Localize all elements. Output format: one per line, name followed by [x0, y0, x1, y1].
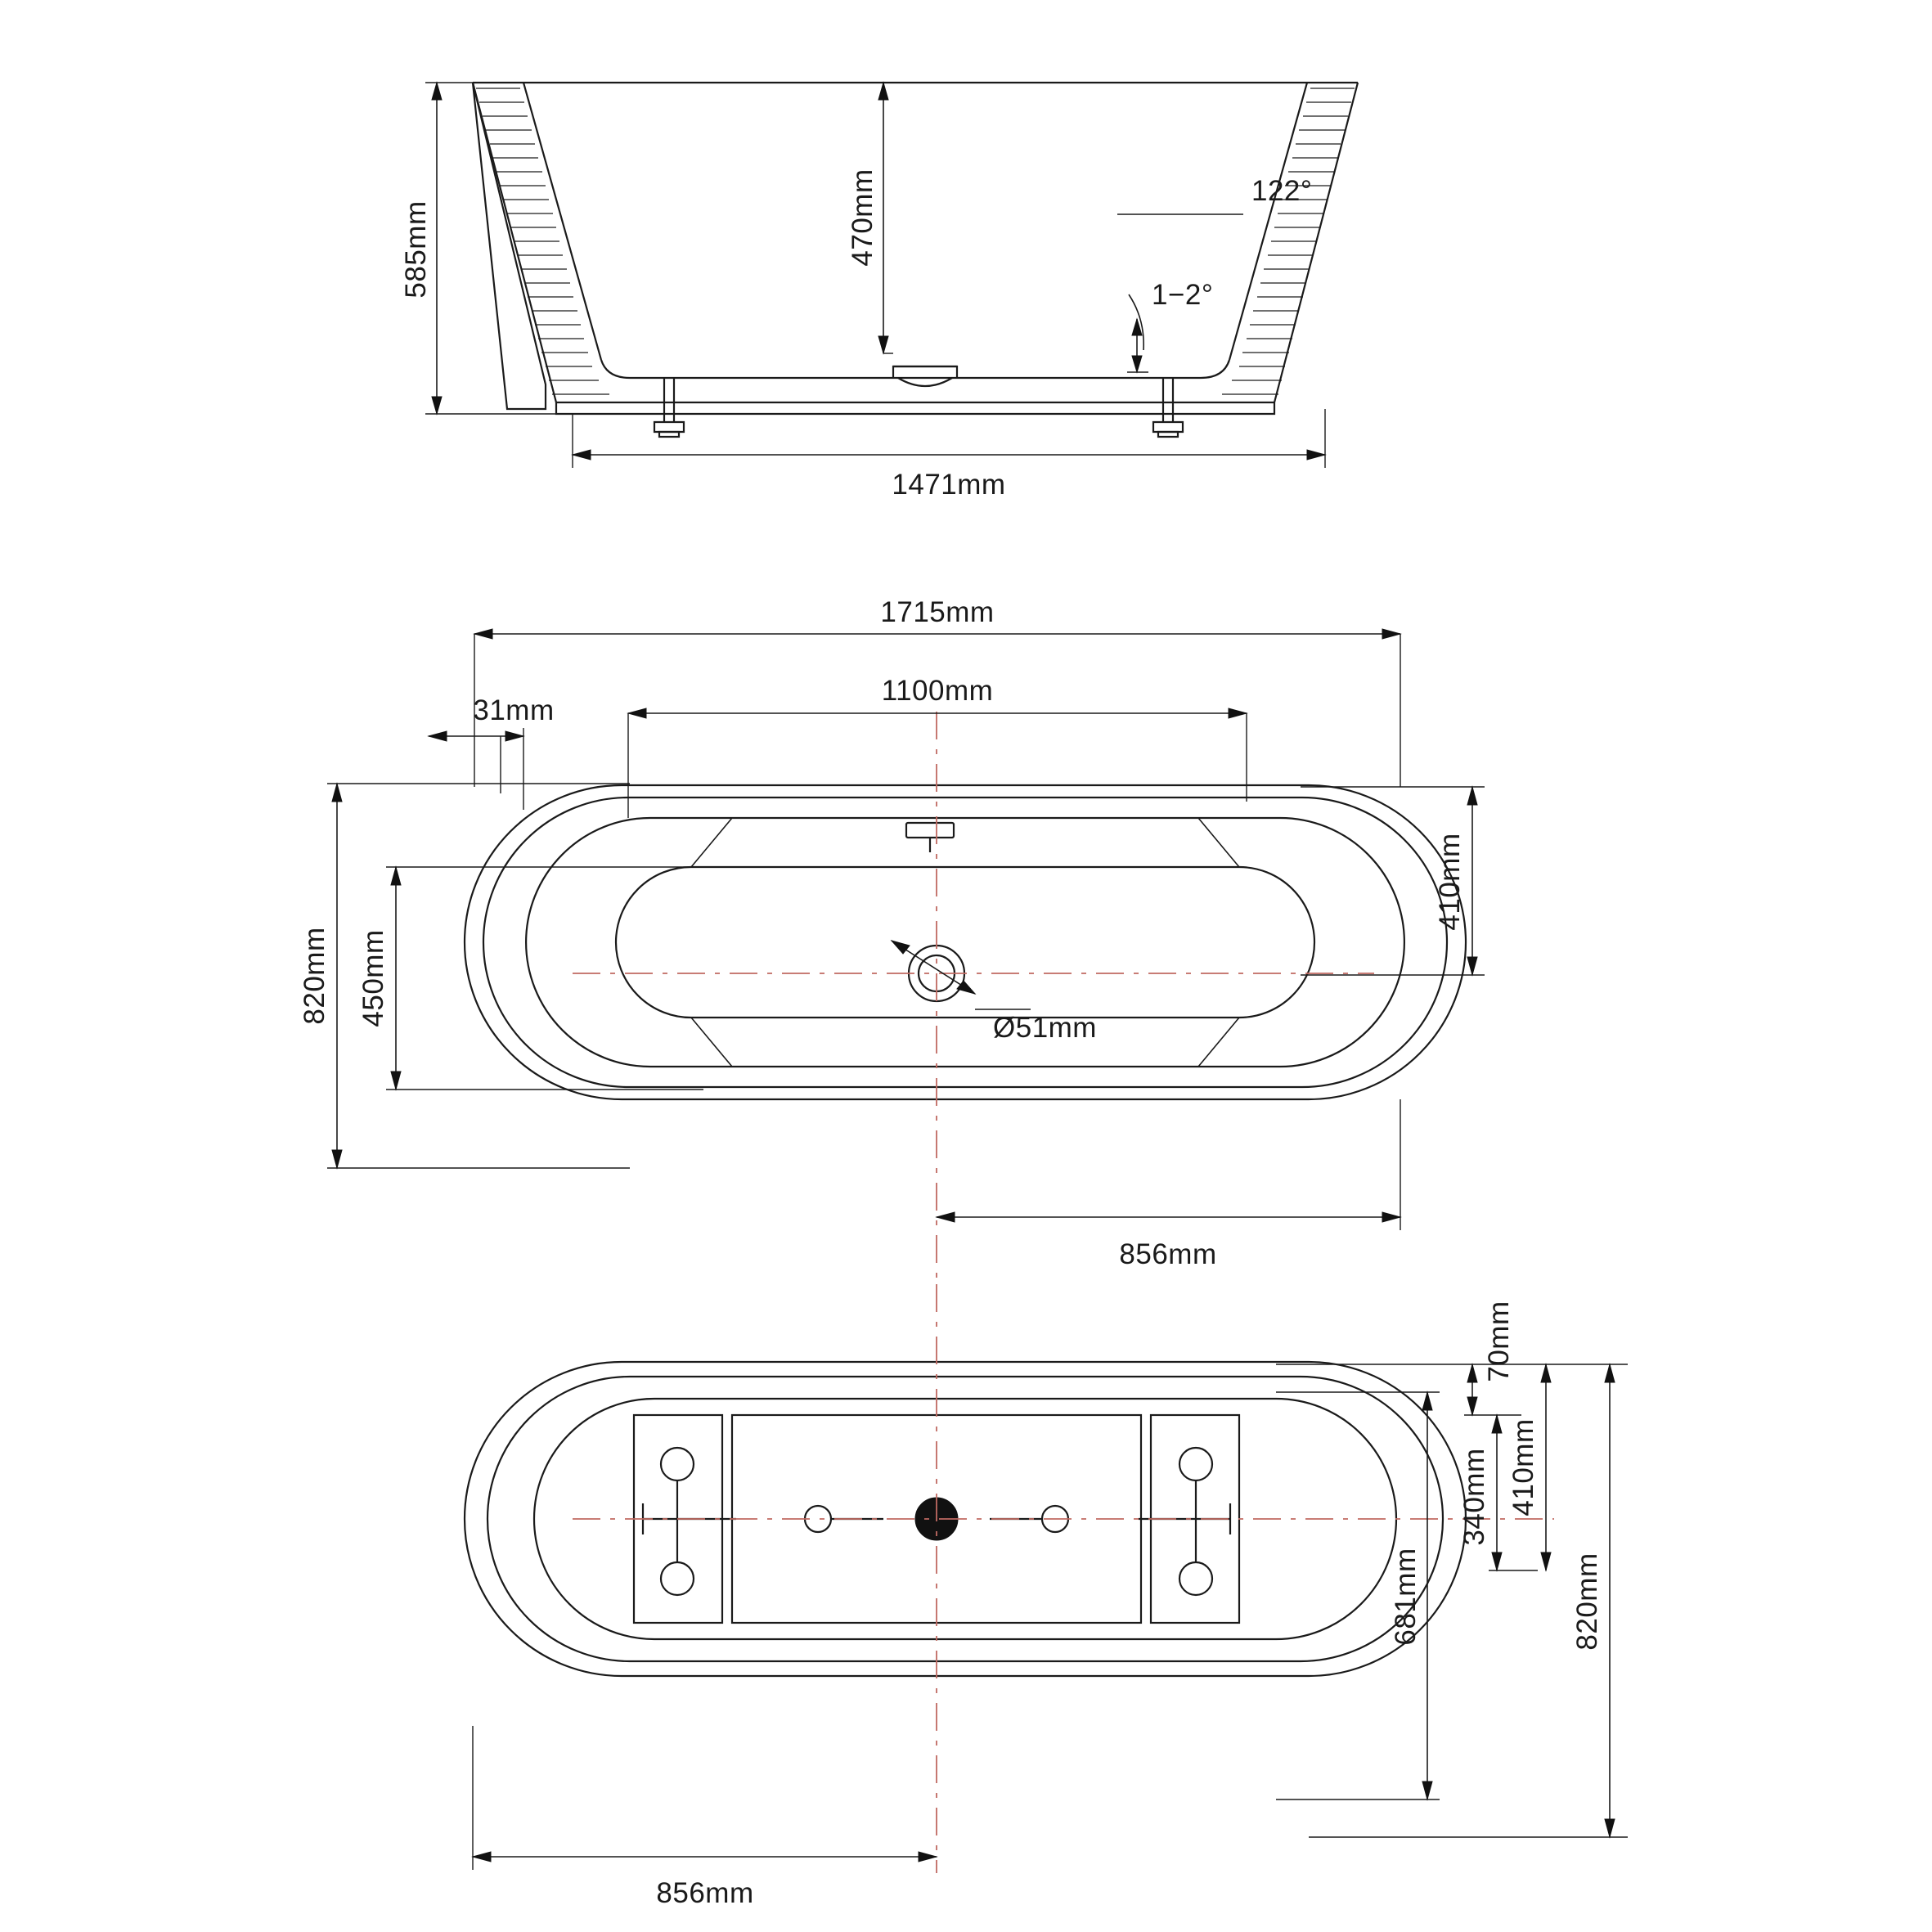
dim-label-856-plan: 856mm	[1119, 1238, 1217, 1270]
dim-label-70: 70mm	[1483, 1301, 1515, 1382]
front-elevation-view	[400, 82, 1358, 501]
dim-label-681: 681mm	[1390, 1548, 1422, 1646]
tub-outer-outline	[465, 785, 1466, 1099]
angle-label-1-2: 1−2°	[1152, 279, 1214, 311]
dim-inner-length	[628, 675, 1247, 818]
overflow-slot	[906, 823, 954, 852]
angle-1-2	[1127, 279, 1213, 372]
support-bracket-right	[1139, 1448, 1230, 1595]
dim-label-31: 31mm	[473, 694, 555, 726]
dim-total-width-bottom	[1309, 1364, 1628, 1837]
dim-label-340: 340mm	[1458, 1448, 1490, 1546]
dim-edge-offset	[1276, 1301, 1628, 1415]
angle-122	[1117, 175, 1312, 214]
dim-label-450: 450mm	[357, 929, 389, 1027]
dim-label-820-plan: 820mm	[299, 927, 330, 1025]
dim-label-410-plan: 410mm	[1434, 833, 1466, 931]
dim-label-1100: 1100mm	[881, 675, 994, 707]
dim-label-410-bottom: 410mm	[1507, 1418, 1539, 1516]
dim-label-1715: 1715mm	[880, 596, 995, 628]
dim-overall-width	[299, 784, 630, 1168]
dim-label-820-bottom: 820mm	[1571, 1552, 1603, 1651]
top-plan-view	[299, 596, 1485, 1284]
dim-label-856-bottom: 856mm	[656, 1877, 754, 1909]
dim-label-585: 585mm	[400, 200, 432, 299]
dim-label-470: 470mm	[847, 168, 878, 267]
dim-drain-offset-bottom	[473, 1726, 937, 1909]
bottom-plan-view	[465, 1284, 1628, 1909]
tub-inner-rim	[526, 818, 1404, 1067]
drain-outlet-elevation	[893, 366, 957, 386]
angle-label-122: 122°	[1251, 175, 1313, 207]
dim-right-width	[1301, 787, 1485, 975]
dim-base-width	[573, 409, 1325, 501]
tub-basin-outline	[616, 867, 1314, 1018]
dim-label-drain-dia: Ø51mm	[993, 1012, 1097, 1044]
dim-rim-offset	[429, 694, 555, 810]
dim-frame-length	[1276, 1392, 1440, 1799]
dim-drain-offset	[937, 1099, 1400, 1270]
tub-rim-outline	[483, 798, 1447, 1087]
dim-interior-depth	[847, 83, 893, 353]
dim-inner-frame	[1507, 1364, 1551, 1570]
dim-label-1471: 1471mm	[892, 469, 1006, 501]
